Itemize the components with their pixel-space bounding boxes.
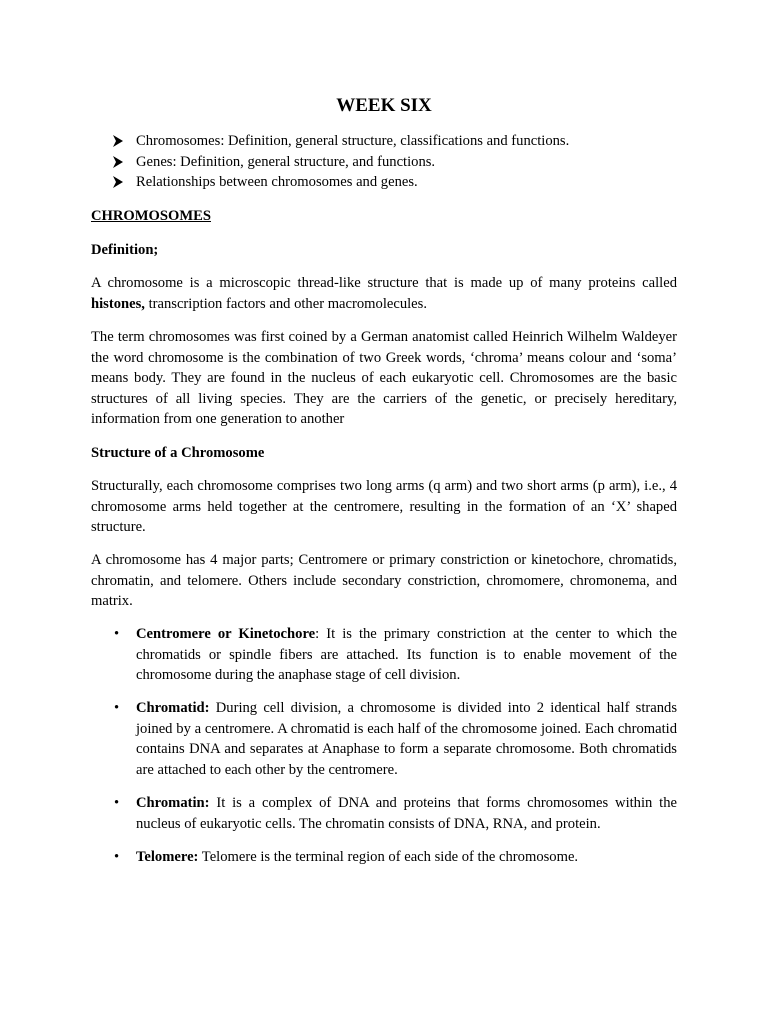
part-term: Telomere: (136, 848, 199, 865)
definition-heading: Definition; (91, 242, 159, 258)
list-item (91, 793, 677, 834)
part-description: It is a complex of DNA and proteins that forms chromosomes within the nucleus of eukaryotic cells. The chromatin consists of DNA, RNA, and protein. (136, 795, 677, 832)
part-description: : It is the primary constriction at the center to which the chromatids or spindle fibers are attached. Its function is to enable movement of the chromosome during the anaphase stage of cell division. (136, 626, 677, 684)
objective-text: Relationships between chromosomes and genes. (136, 174, 418, 191)
objective-item (112, 152, 712, 173)
arrowhead-bullet-icon (112, 176, 124, 188)
list-item (91, 624, 677, 686)
structure-paragraph: Structurally, each chromosome comprises two long arms (q arm) and two short arms (p arm), i.e., 4 chromosome arms held together at the centromere, resulting in the formation of an ‘X’ shaped structure. (91, 478, 677, 536)
arrowhead-bullet-icon (112, 135, 124, 147)
definition-text-end: transcription factors and other macromolecules. (144, 295, 427, 312)
part-term: Chromatin: (136, 795, 210, 812)
parts-list (91, 624, 677, 867)
part-description: During cell division, a chromosome is divided into 2 identical half strands joined by a centromere. A chromatid is each half of the chromosome joined. Each chromatid contains DNA and separates at Anaphase to form a separate chromosome. Both chromatids are attached to each other by the centromere. (136, 700, 677, 779)
objective-text: Chromosomes: Definition, general structure, classifications and functions. (136, 133, 570, 149)
part-term: Chromatid: (136, 700, 210, 717)
objectives-list (112, 131, 712, 193)
parts-paragraph: A chromosome has 4 major parts; Centromere or primary constriction or kinetochore, chromatids, chromatin, and telomere. Others include secondary constriction, chromomere, chromonema, and matrix. (91, 552, 677, 610)
arrowhead-bullet-icon (112, 156, 124, 168)
list-item (91, 847, 677, 868)
part-description: Telomere is the terminal region of each side of the chromosome. (198, 848, 579, 865)
definition-text-start: A chromosome is a microscopic thread-like structure that is made up of many proteins called (91, 275, 677, 291)
histones-term: histones, (91, 295, 145, 312)
objective-item (112, 172, 712, 193)
part-term: Centromere or Kinetochore (136, 626, 316, 642)
list-item (91, 698, 677, 780)
section-heading: CHROMOSOMES (91, 208, 211, 224)
bullet-dot-icon: • (114, 848, 120, 865)
bullet-dot-icon: • (114, 700, 120, 717)
bullet-dot-icon: • (114, 795, 120, 812)
objective-item (112, 131, 712, 152)
history-paragraph: The term chromosomes was first coined by a German anatomist called Heinrich Wilhelm Waldeyer the word chromosome is the combination of two Greek words, ‘chroma’ means colour and ‘soma’ means body. They are found in the nucleus of each eukaryotic cell. Chromosomes are the basic structures of all living species. They are the carriers of the genetic, or precisely hereditary, information from one generation to another (91, 329, 677, 428)
structure-heading: Structure of a Chromosome (91, 445, 265, 461)
bullet-dot-icon: • (114, 626, 120, 642)
objective-text: Genes: Definition, general structure, and functions. (136, 153, 436, 170)
page-title: WEEK SIX (336, 95, 432, 116)
definition-paragraph (91, 273, 677, 314)
